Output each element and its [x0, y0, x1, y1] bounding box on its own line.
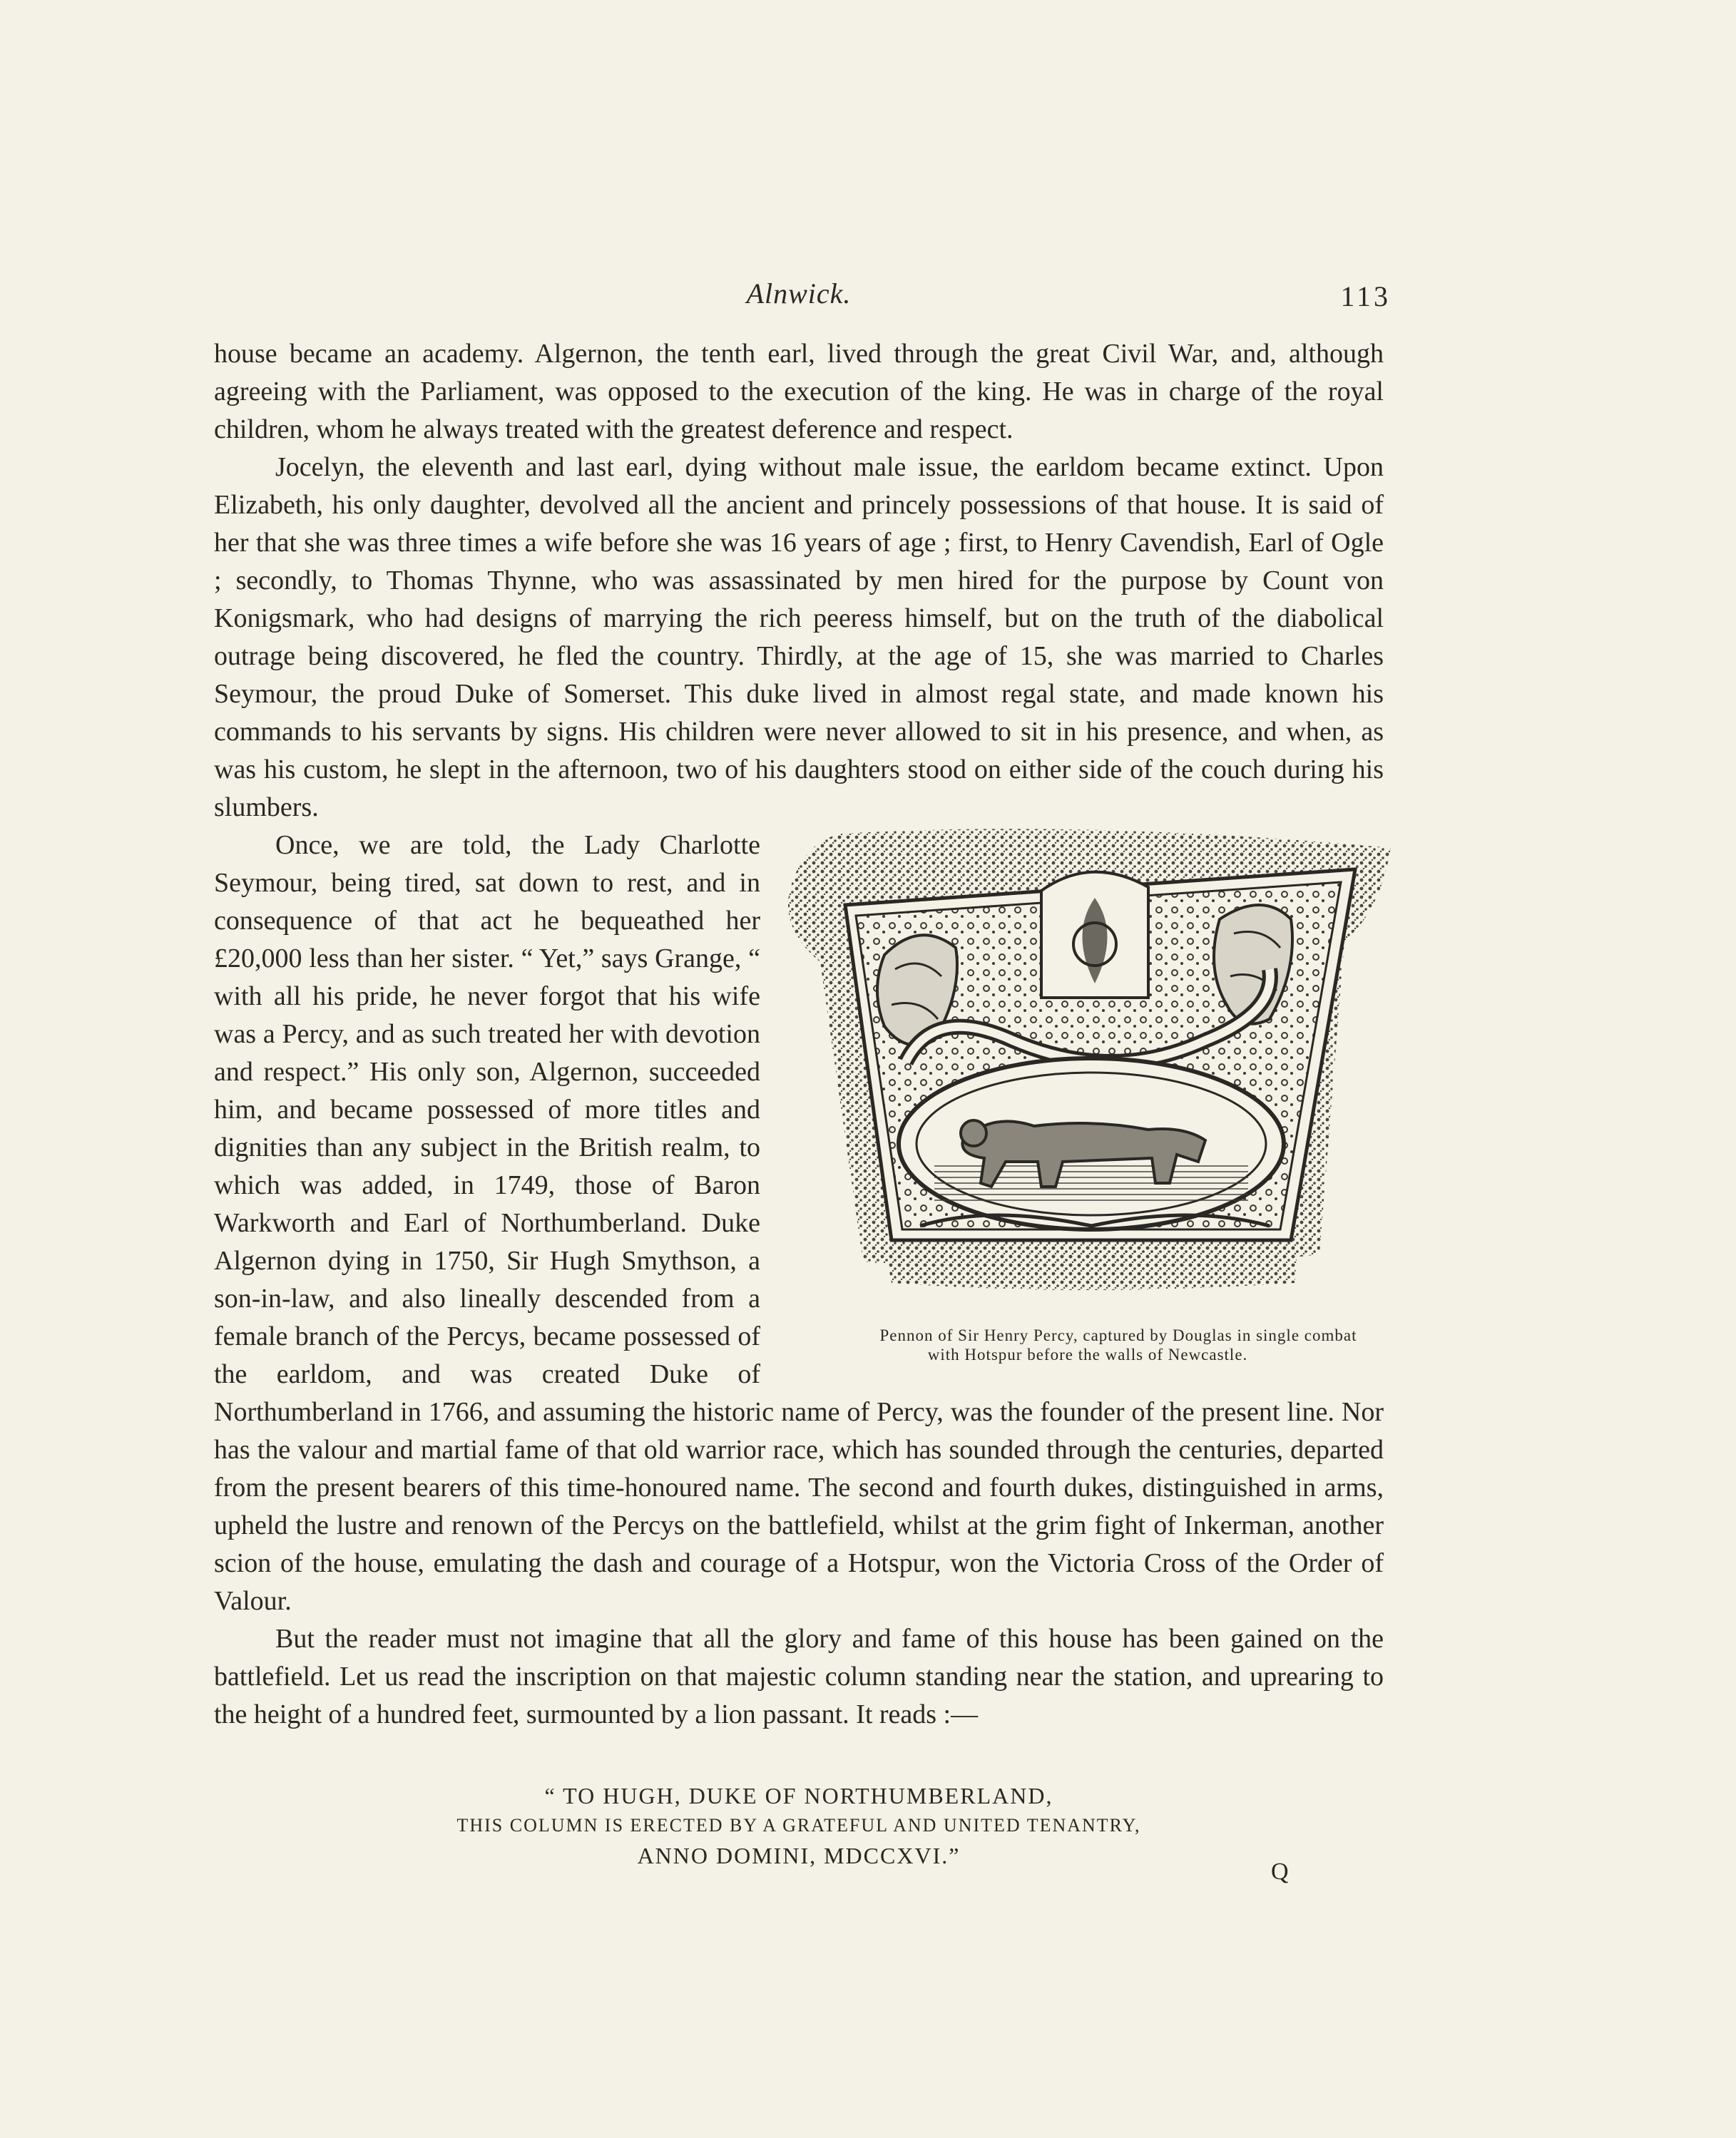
- page-number: 113: [1340, 280, 1391, 312]
- paragraph-3: [214, 827, 1384, 1620]
- body-text: [214, 335, 1384, 1734]
- paragraph-1: house became an academy. Algernon, the tenth earl, lived through the great Civil War, and, although agreeing with the Parliament, was opposed to the execution of the king. He was in charge of the royal children, whom he always treated with the greatest deference and respect.: [214, 339, 1384, 444]
- paragraph-4: But the reader must not imagine that all the glory and fame of this house has been gained on the battlefield. Let us read the inscription on that majestic column standing near the station, and uprearing to the height of a hundred feet, surmounted by a lion passant. It reads :—: [214, 1624, 1384, 1729]
- inscription-line-3: ANNO DOMINI, MDCCXVI.”: [637, 1843, 961, 1868]
- paragraph-3-text: Once, we are told, the Lady Charlotte Seymour, being tired, sat down to rest, and in consequence of that act he bequeathed her £20,000 less than her sister. “ Yet,” says Grange, “ with all his pride, he never forgot that his wife was a Percy, and as such treated her with devotion and respect.” His only son, Algernon, succeeded him, and became possessed of more titles and dignities than any subject in the British realm, to which was added, in 1749, those of Baron Warkworth and Earl of Northumberland. Duke Algernon dying in 1750, Sir Hugh Smythson, a son-in-law, and also lineally descended from a female branch of the Percys, became possessed of the earldom, and was created Duke of Northumberland in 1766, and assuming the historic name of Percy, was the founder of the present line. Nor has the valour and martial fame of that old warrior race, which has sounded through the centuries, departed from the present bearers of this time-honoured name. The second and fourth dukes, distinguished in arms, upheld the lustre and renown of the Percys on the battlefield, whilst at the grim fight of Inkerman, another scion of the house, emulating the dash and courage of a Hotspur, won the Victoria Cross of the Order of Valour.: [214, 830, 1384, 1616]
- caption-line-1: Pennon of Sir Henry Percy, captured by Douglas in single combat: [879, 1326, 1357, 1344]
- pennon-illustration: [777, 827, 1398, 1319]
- figure-caption: [777, 1326, 1398, 1364]
- inscription-line-2: THIS COLUMN IS ERECTED BY A GRATEFUL AND UNITED TENANTRY,: [456, 1815, 1141, 1836]
- running-head: [214, 277, 1391, 319]
- signature-mark: Q: [1271, 1858, 1289, 1885]
- pennon-figure: [777, 827, 1398, 1369]
- paragraph-2: Jocelyn, the eleventh and last earl, dying without male issue, the earldom became extinct. Upon Elizabeth, his only daughter, devolved all the ancient and princely possessions of that house. It is said of her that she was three times a wife before she was 16 years of age ; first, to Henry Cavendish, Earl of Ogle ; secondly, to Thomas Thynne, who was assassinated by men hired for the purpose by Count von Konigsmark, who had designs of marrying the rich peeress himself, but on the truth of the diabolical outrage being discovered, he fled the country. Thirdly, at the age of 15, she was married to Charles Seymour, the proud Duke of Somerset. This duke lived in almost regal state, and made known his commands to his servants by signs. His children were never allowed to sit in his presence, and when, as was his custom, he slept in the afternoon, two of his daughters stood on either side of the couch during his slumbers.: [214, 452, 1384, 822]
- caption-line-2: with Hotspur before the walls of Newcastle.: [927, 1346, 1248, 1364]
- running-title: Alnwick.: [746, 277, 852, 310]
- column-inscription: [214, 1781, 1384, 1871]
- inscription-line-1: “ TO HUGH, DUKE OF NORTHUMBERLAND,: [544, 1783, 1053, 1809]
